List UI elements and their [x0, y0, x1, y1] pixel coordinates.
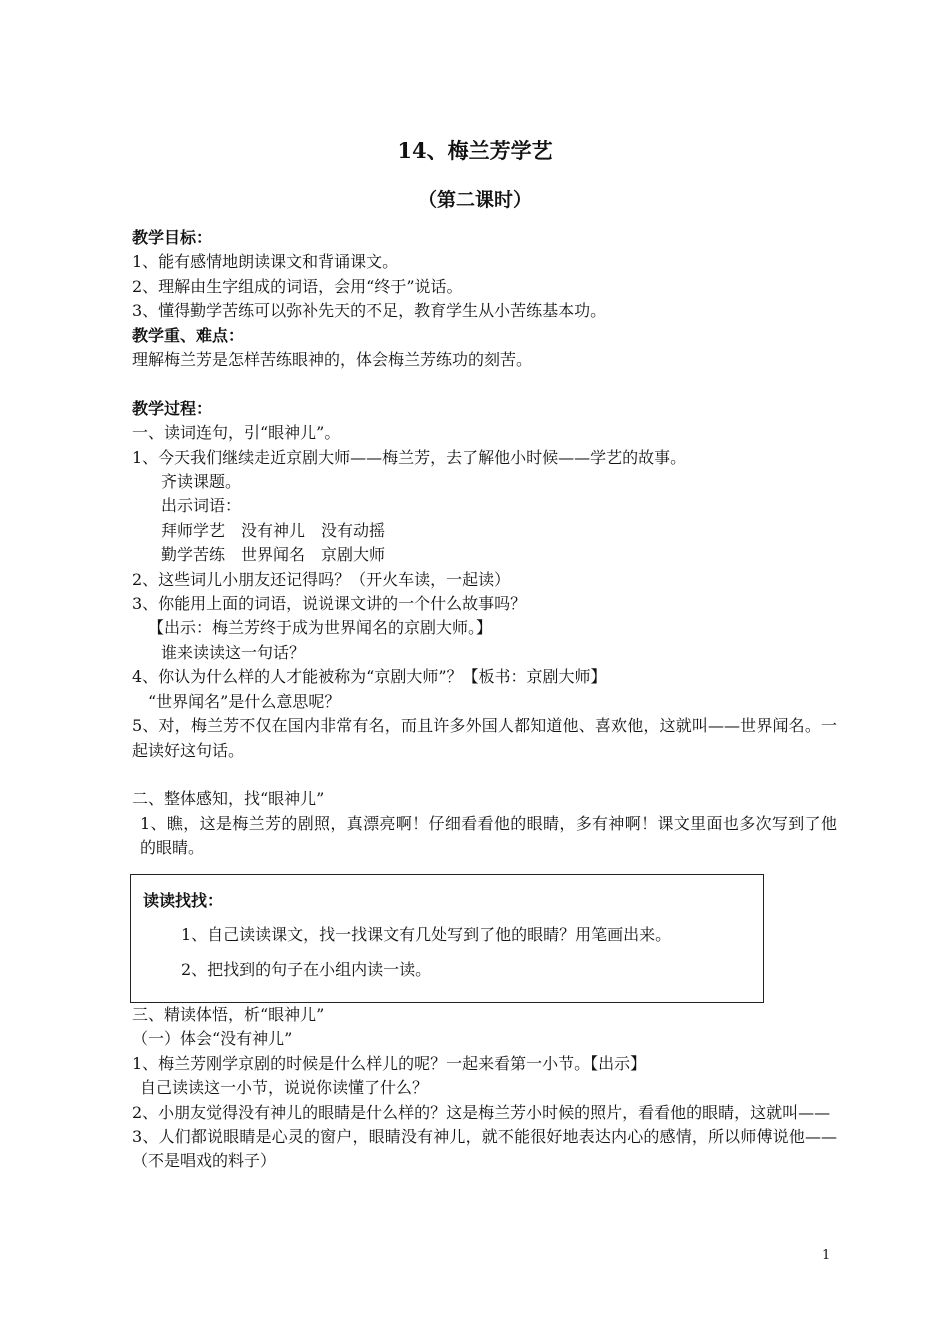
key-points-text: 理解梅兰芳是怎样苦练眼神的，体会梅兰芳练功的刻苦。	[132, 350, 533, 370]
section3-line: 自己读读这一小节，说说你读懂了什么？	[140, 1078, 429, 1098]
section1-line: 3、你能用上面的词语，说说课文讲的一个什么故事吗？	[132, 594, 527, 614]
section3-line: 2、小朋友觉得没有神儿的眼睛是什么样的？这是梅兰芳小时候的照片，看看他的眼睛，这就叫——	[132, 1102, 831, 1122]
section1-line: 1、今天我们继续走近京剧大师——梅兰芳，去了解他小时候——学艺的故事。	[132, 447, 687, 467]
key-points-heading: 教学重、难点：	[132, 325, 245, 345]
section3-subtitle: （一）体会“没有神儿”	[132, 1029, 293, 1049]
page-number: 1	[822, 1248, 831, 1263]
reading-task-item: 2、把找到的句子在小组内读一读。	[181, 959, 432, 979]
objective-item: 1、能有感情地朗读课文和背诵课文。	[132, 252, 399, 272]
section3-title: 三、精读体悟，析“眼神儿”	[132, 1004, 325, 1024]
section1-line: “世界闻名”是什么意思呢？	[148, 691, 341, 711]
section1-line: 【出示：梅兰芳终于成为世界闻名的京剧大师。】	[148, 618, 493, 638]
reading-task-title: 读读找找：	[143, 890, 224, 910]
section1-line: 5、对，梅兰芳不仅在国内非常有名，而且许多外国人都知道他、喜欢他，这就叫——世界闻名。一起读好这句话。	[132, 716, 837, 760]
section1-title: 一、读词连句，引“眼神儿”。	[132, 423, 341, 443]
section3-line: 3、人们都说眼睛是心灵的窗户，眼睛没有神儿，就不能很好地表达内心的感情，所以师傅说他——（不是唱戏的料子）	[132, 1126, 837, 1171]
section1-line: 出示词语：	[161, 496, 242, 516]
reading-task-item: 1、自己读读课文，找一找课文有几处写到了他的眼睛？用笔画出来。	[181, 924, 672, 944]
objectives-heading: 教学目标：	[132, 228, 213, 247]
blank-line	[132, 763, 837, 787]
objective-item: 3、懂得勤学苦练可以弥补先天的不足，教育学生从小苦练基本功。	[132, 301, 607, 321]
process-heading: 教学过程：	[132, 398, 213, 418]
section1-line: 4、你认为什么样的人才能被称为“京剧大师”？【板书：京剧大师】	[132, 667, 607, 687]
section3-line: 1、梅兰芳刚学京剧的时候是什么样儿的呢？一起来看第一小节。【出示】	[132, 1053, 647, 1073]
vocabulary-row: 拜师学艺 没有神儿 没有动摇	[161, 520, 386, 540]
lesson-subtitle: （第二课时）	[417, 189, 532, 211]
section1-line: 谁来读读这一句话？	[161, 642, 306, 662]
section2-text: 1、瞧，这是梅兰芳的剧照，真漂亮啊！仔细看看他的眼睛，多有神啊！课文里面也多次写到了他的眼睛。	[140, 813, 837, 858]
reading-task-box	[130, 874, 764, 1003]
section2-title: 二、整体感知，找“眼神儿”	[132, 789, 325, 809]
lesson-content	[132, 226, 837, 1174]
section1-line: 齐读课题。	[161, 472, 242, 492]
lesson-title: 14、梅兰芳学艺	[397, 138, 553, 163]
blank-line	[132, 372, 837, 396]
objective-item: 2、理解由生字组成的词语，会用“终于”说话。	[132, 276, 463, 296]
section1-line: 2、这些词儿小朋友还记得吗？（开火车读，一起读）	[132, 569, 511, 589]
vocabulary-row: 勤学苦练 世界闻名 京剧大师	[161, 545, 386, 565]
